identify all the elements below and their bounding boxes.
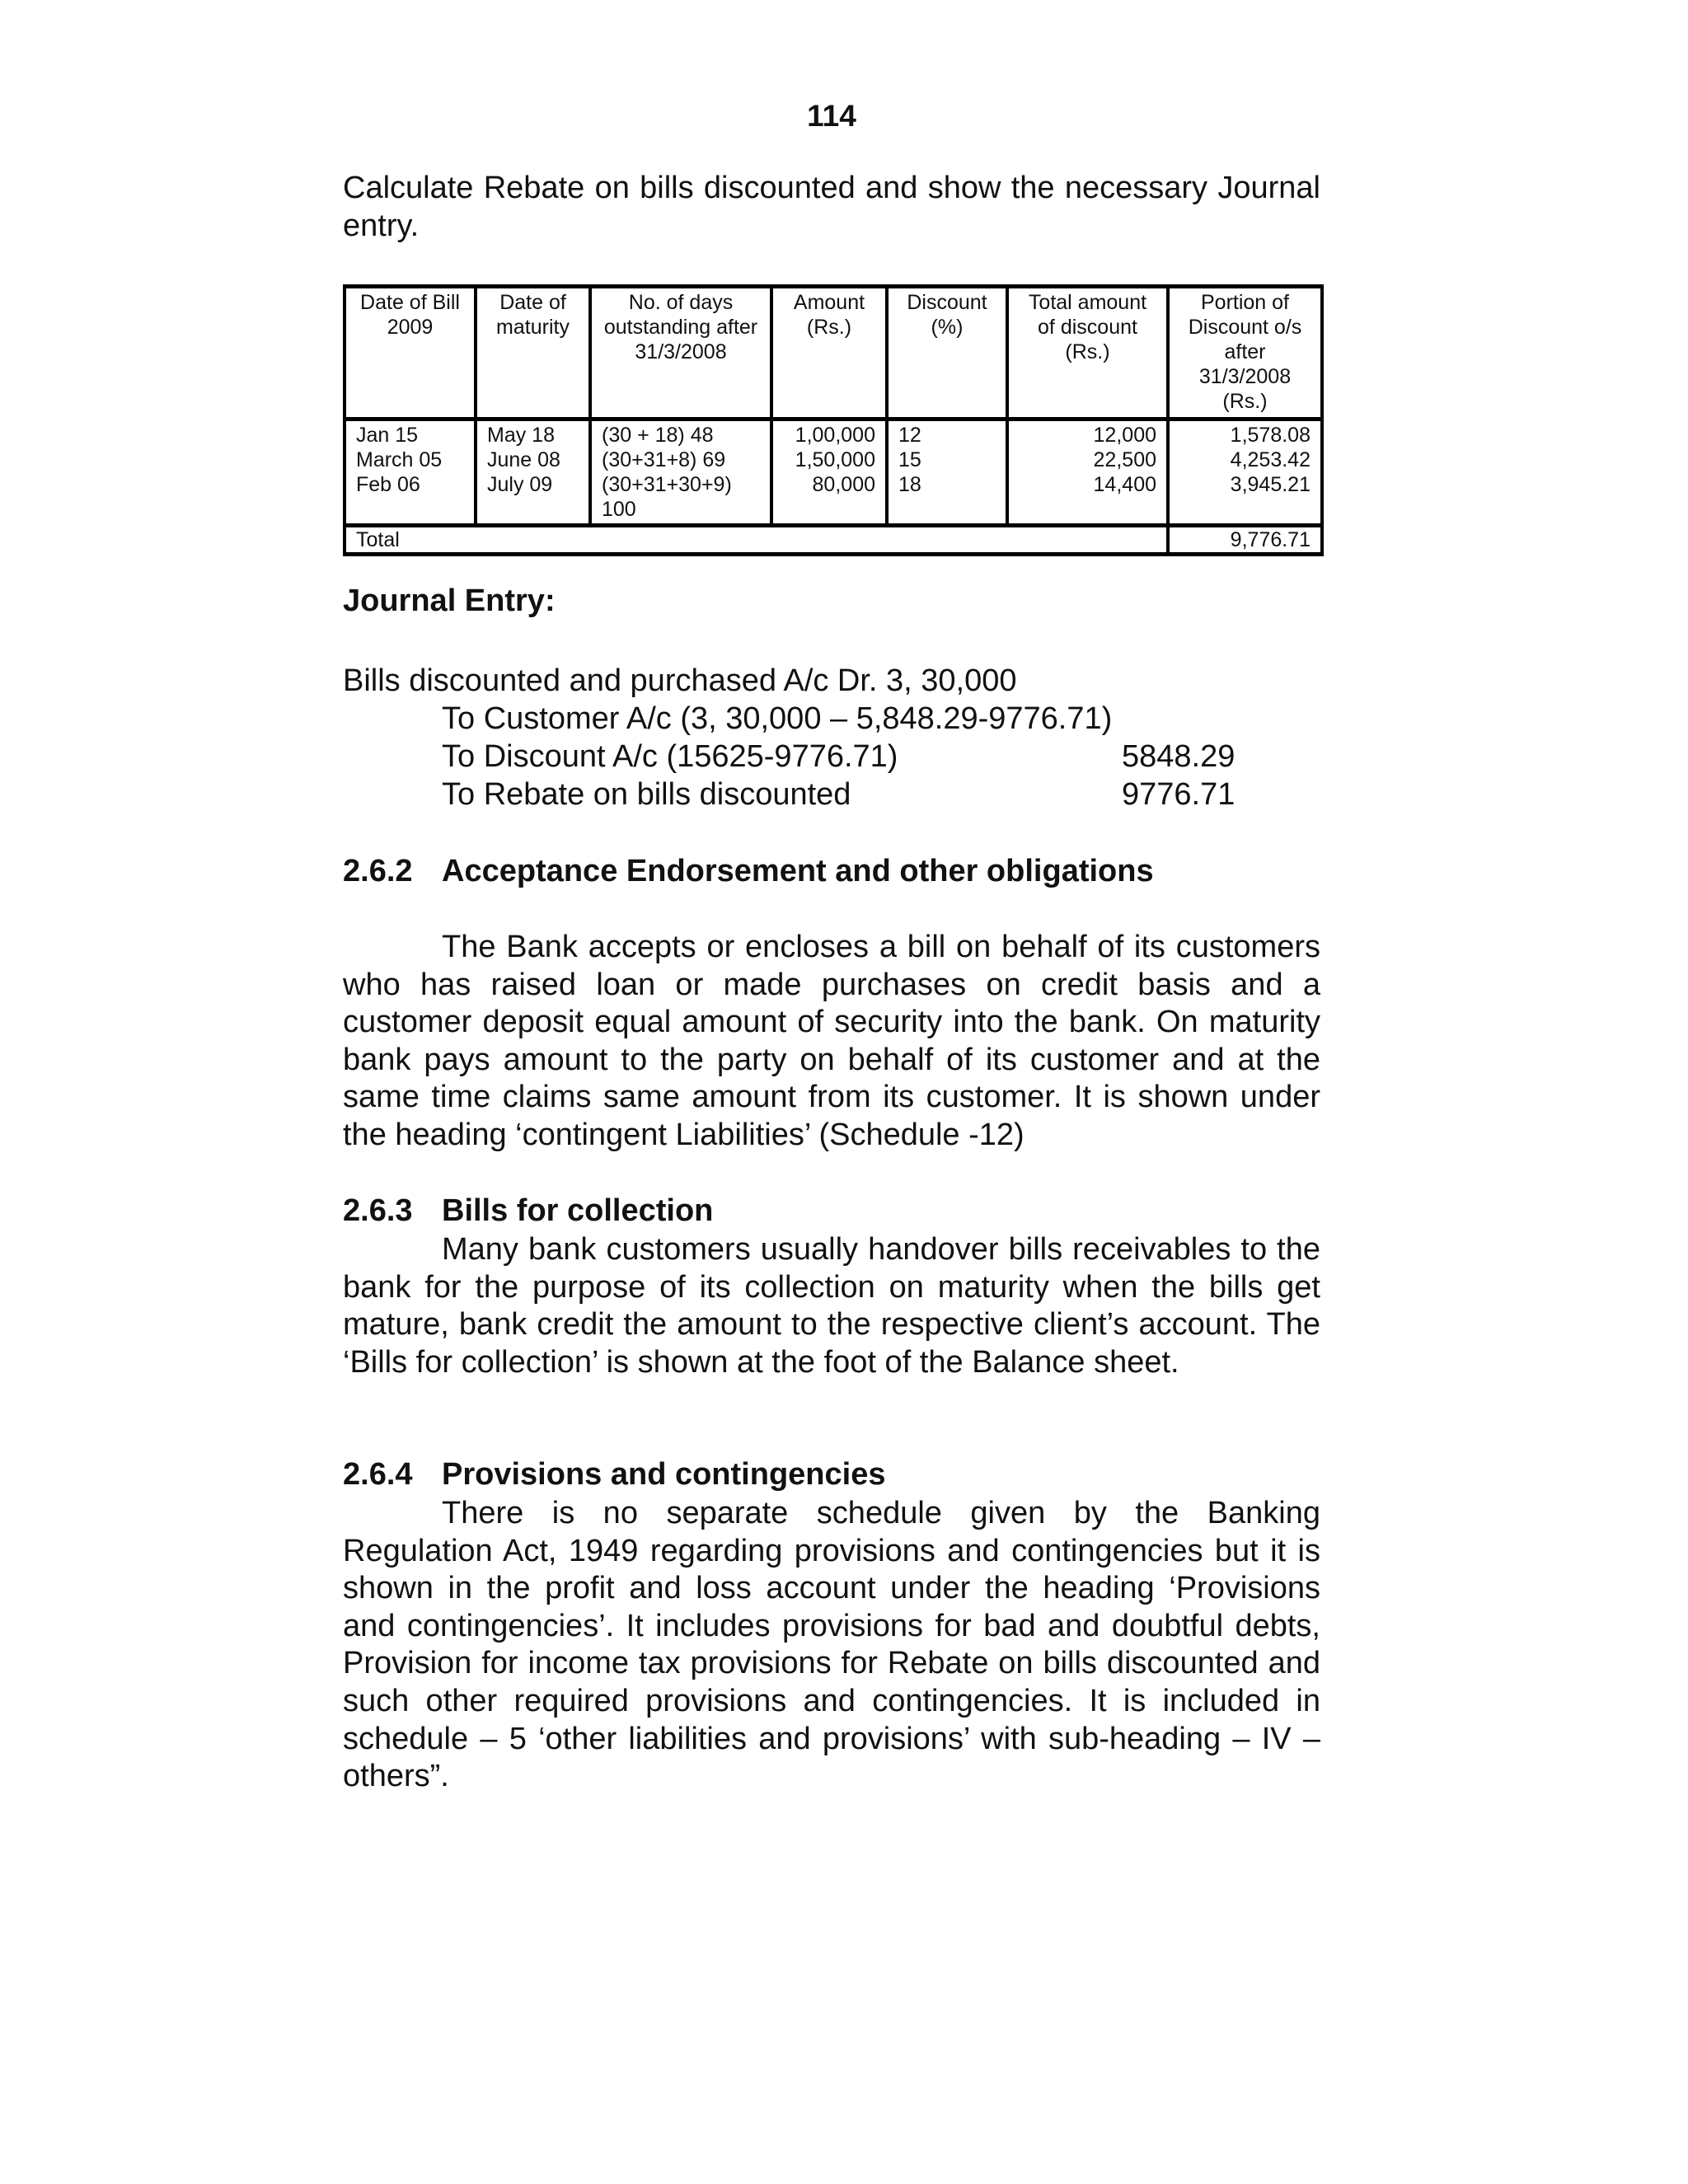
discount-cell (887, 419, 1007, 526)
total-label: Total (345, 526, 1168, 555)
portion-cell (1168, 419, 1322, 526)
journal-amount: 9776.71 (1122, 777, 1236, 812)
total-value: 9,776.71 (1168, 526, 1322, 555)
table-cell: 3,945.21 (1230, 473, 1311, 496)
table-cell: March 05 (356, 448, 443, 471)
rebate-table (343, 284, 1324, 556)
table-cell: 1,578.08 (1230, 424, 1311, 447)
journal-line (343, 662, 1320, 700)
table-cell: July 09 (487, 473, 553, 496)
header-days-outstanding: No. of days outstanding after 31/3/2008 (590, 287, 771, 419)
journal-heading: Journal Entry: (343, 583, 556, 618)
table-cell: (30+31+30+9) 100 (602, 473, 732, 521)
table-cell: 12 (898, 424, 921, 447)
table-cell: 22,500 (1093, 448, 1156, 471)
maturity-cell (476, 419, 590, 526)
section-body-2-6-3: Many bank customers usually handover bills receivables to the bank for the purpose of its collection on maturity when the bills get mature, bank credit the amount to the respective client’s account. The ‘Bills for collection’ is shown at the foot of the Balance sheet. (343, 1232, 1320, 1380)
section-number: 2.6.2 (343, 854, 413, 888)
section-body-2-6-4: There is no separate schedule given by the Banking Regulation Act, 1949 regarding provisions and contingencies but it is shown in the profit and loss account under the heading ‘Provisions and contingencies’. It includes provisions for bad and doubtful debts, Provision for income tax provisions for Rebate on bills discounted and such other required provisions and contingencies. It is included in schedule – 5 ‘other liabilities and provisions’ with sub-heading – IV – others”. (343, 1496, 1320, 1794)
header-amount: Amount (Rs.) (771, 287, 887, 419)
section-title: Bills for collection (442, 1193, 714, 1228)
section-title: Acceptance Endorsement and other obligations (442, 854, 1154, 888)
journal-entry (343, 662, 1320, 813)
table-cell: 14,400 (1093, 473, 1156, 496)
table-total-row (345, 526, 1322, 555)
intro-text (343, 169, 1320, 245)
section-heading-2-6-4 (343, 1457, 885, 1493)
table-cell: 80,000 (812, 473, 875, 496)
table-cell: Jan 15 (356, 424, 419, 447)
section-title: Provisions and contingencies (442, 1457, 886, 1492)
journal-amount: 5848.29 (1122, 739, 1236, 774)
table-body-row (345, 419, 1322, 526)
header-date-of-maturity: Date of maturity (476, 287, 590, 419)
journal-line (343, 776, 1320, 813)
table-header-row (345, 287, 1322, 419)
journal-line (343, 738, 1320, 776)
table-cell: 12,000 (1093, 424, 1156, 447)
journal-credit-discount: To Discount A/c (15625-9776.71) (442, 739, 898, 774)
table-cell: May 18 (487, 424, 555, 447)
amount-cell (771, 419, 887, 526)
header-date-of-bill: Date of Bill 2009 (345, 287, 476, 419)
section-heading-2-6-2 (343, 854, 1154, 889)
table-cell: 15 (898, 448, 921, 471)
days-cell (590, 419, 771, 526)
table-cell: 1,50,000 (795, 448, 875, 471)
header-total-discount: Total amount of discount (Rs.) (1007, 287, 1168, 419)
header-discount: Discount (%) (887, 287, 1007, 419)
table-cell: (30 + 18) 48 (602, 424, 714, 447)
table-cell: June 08 (487, 448, 560, 471)
header-portion-discount: Portion of Discount o/s after 31/3/2008 (Rs.) (1168, 287, 1322, 419)
journal-credit-rebate: To Rebate on bills discounted (442, 777, 851, 812)
section-number: 2.6.3 (343, 1193, 413, 1228)
intro-paragraph: Calculate Rebate on bills discounted and show the necessary Journal entry. (343, 171, 1320, 243)
table-cell: 4,253.42 (1230, 448, 1311, 471)
journal-line (343, 700, 1320, 738)
section-heading-2-6-3 (343, 1193, 713, 1229)
table-cell: 18 (898, 473, 921, 496)
total-discount-cell (1007, 419, 1168, 526)
section-body-2-6-2: The Bank accepts or encloses a bill on behalf of its customers who has raised loan or made purchases on credit basis and a customer deposit equal amount of security into the bank. On maturity bank pays amount to the party on behalf of its customer and at the same time claims same amount from its customer. It is shown under the heading ‘contingent Liabilities’ (Schedule -12) (343, 930, 1320, 1152)
page-number: 114 (807, 99, 856, 133)
table-cell: Feb 06 (356, 473, 420, 496)
section-number: 2.6.4 (343, 1457, 413, 1492)
journal-credit-customer: To Customer A/c (3, 30,000 – 5,848.29-9776.71) (442, 701, 1113, 736)
date-of-bill-cell (345, 419, 476, 526)
table-cell: (30+31+8) 69 (602, 448, 726, 471)
journal-debit-text: Bills discounted and purchased A/c Dr. 3, 30,000 (343, 663, 1017, 698)
table-cell: 1,00,000 (795, 424, 875, 447)
